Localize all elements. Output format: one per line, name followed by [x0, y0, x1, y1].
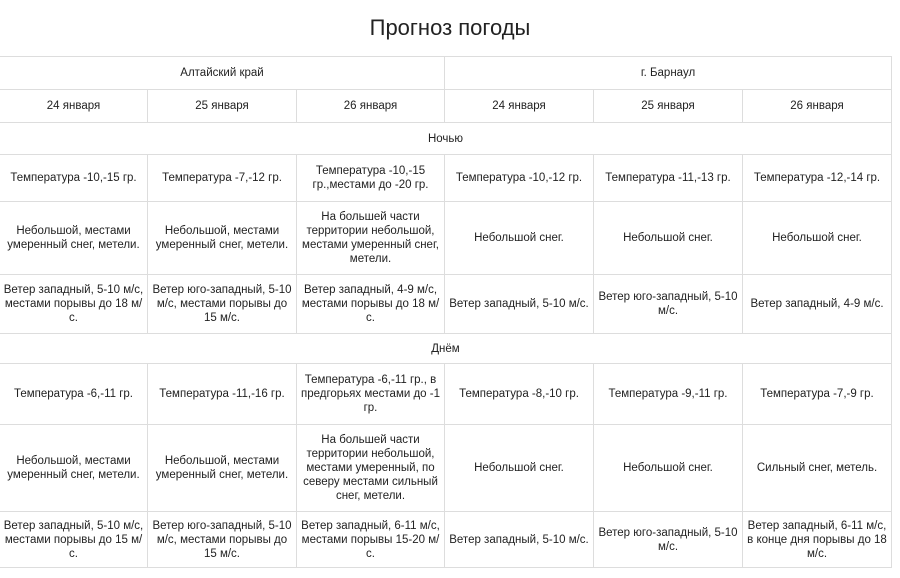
day-wind-cell: Ветер юго-западный, 5-10 м/с. — [594, 512, 743, 568]
night-wind-cell: Ветер западный, 5-10 м/с, местами порывы до 18 м/с. — [0, 275, 148, 334]
night-conditions-cell: Небольшой, местами умеренный снег, метели. — [0, 202, 148, 275]
region-header-barnaul: г. Барнаул — [445, 57, 892, 90]
region-header-row — [0, 57, 892, 90]
date-header: 24 января — [0, 90, 148, 123]
day-wind-row — [0, 512, 892, 568]
night-temperature-row — [0, 155, 892, 202]
date-header: 25 января — [148, 90, 297, 123]
night-section-row — [0, 123, 892, 155]
day-wind-cell: Ветер юго-западный, 5-10 м/с, местами порывы до 15 м/с. — [148, 512, 297, 568]
night-temperature-cell: Температура -10,-15 гр.,местами до -20 гр. — [297, 155, 445, 202]
day-wind-cell: Ветер западный, 6-11 м/с, местами порывы 15-20 м/с. — [297, 512, 445, 568]
night-wind-cell: Ветер западный, 4-9 м/с. — [743, 275, 892, 334]
day-temperature-row — [0, 364, 892, 425]
day-section-row — [0, 334, 892, 364]
date-header: 25 января — [594, 90, 743, 123]
day-conditions-cell: Небольшой, местами умеренный снег, метели. — [0, 425, 148, 512]
night-wind-cell: Ветер юго-западный, 5-10 м/с. — [594, 275, 743, 334]
day-temperature-cell: Температура -7,-9 гр. — [743, 364, 892, 425]
day-wind-cell: Ветер западный, 6-11 м/с, в конце дня порывы до 18 м/с. — [743, 512, 892, 568]
region-header-altai: Алтайский край — [0, 57, 445, 90]
day-wind-cell: Ветер западный, 5-10 м/с. — [445, 512, 594, 568]
night-temperature-cell: Температура -10,-15 гр. — [0, 155, 148, 202]
day-conditions-cell: Небольшой снег. — [594, 425, 743, 512]
page-title: Прогноз погоды — [369, 15, 531, 40]
night-wind-cell: Ветер юго-западный, 5-10 м/с, местами порывы до 15 м/с. — [148, 275, 297, 334]
night-temperature-cell: Температура -7,-12 гр. — [148, 155, 297, 202]
day-conditions-cell: Сильный снег, метель. — [743, 425, 892, 512]
night-conditions-cell: Небольшой снег. — [445, 202, 594, 275]
night-wind-cell: Ветер западный, 4-9 м/с, местами порывы до 18 м/с. — [297, 275, 445, 334]
night-wind-row — [0, 275, 892, 334]
night-temperature-cell: Температура -10,-12 гр. — [445, 155, 594, 202]
night-wind-cell: Ветер западный, 5-10 м/с. — [445, 275, 594, 334]
day-section-label: Днём — [0, 334, 892, 364]
day-conditions-row — [0, 425, 892, 512]
night-conditions-cell: Небольшой снег. — [594, 202, 743, 275]
date-header: 26 января — [297, 90, 445, 123]
night-conditions-cell: Небольшой, местами умеренный снег, метели. — [148, 202, 297, 275]
day-temperature-cell: Температура -11,-16 гр. — [148, 364, 297, 425]
date-header-row — [0, 90, 892, 123]
night-conditions-row — [0, 202, 892, 275]
day-conditions-cell: Небольшой снег. — [445, 425, 594, 512]
night-section-label: Ночью — [0, 123, 892, 155]
day-conditions-cell: Небольшой, местами умеренный снег, метели. — [148, 425, 297, 512]
day-temperature-cell: Температура -6,-11 гр., в предгорьях местами до -1 гр. — [297, 364, 445, 425]
date-header: 24 января — [445, 90, 594, 123]
night-conditions-cell: Небольшой снег. — [743, 202, 892, 275]
day-conditions-cell: На большей части территории небольшой, местами умеренный, по северу местами сильный снег, метели. — [297, 425, 445, 512]
night-temperature-cell: Температура -11,-13 гр. — [594, 155, 743, 202]
day-temperature-cell: Температура -8,-10 гр. — [445, 364, 594, 425]
night-temperature-cell: Температура -12,-14 гр. — [743, 155, 892, 202]
day-wind-cell: Ветер западный, 5-10 м/с, местами порывы до 15 м/с. — [0, 512, 148, 568]
day-temperature-cell: Температура -6,-11 гр. — [0, 364, 148, 425]
night-conditions-cell: На большей части территории небольшой, местами умеренный снег, метели. — [297, 202, 445, 275]
day-temperature-cell: Температура -9,-11 гр. — [594, 364, 743, 425]
forecast-table — [0, 56, 892, 568]
date-header: 26 января — [743, 90, 892, 123]
